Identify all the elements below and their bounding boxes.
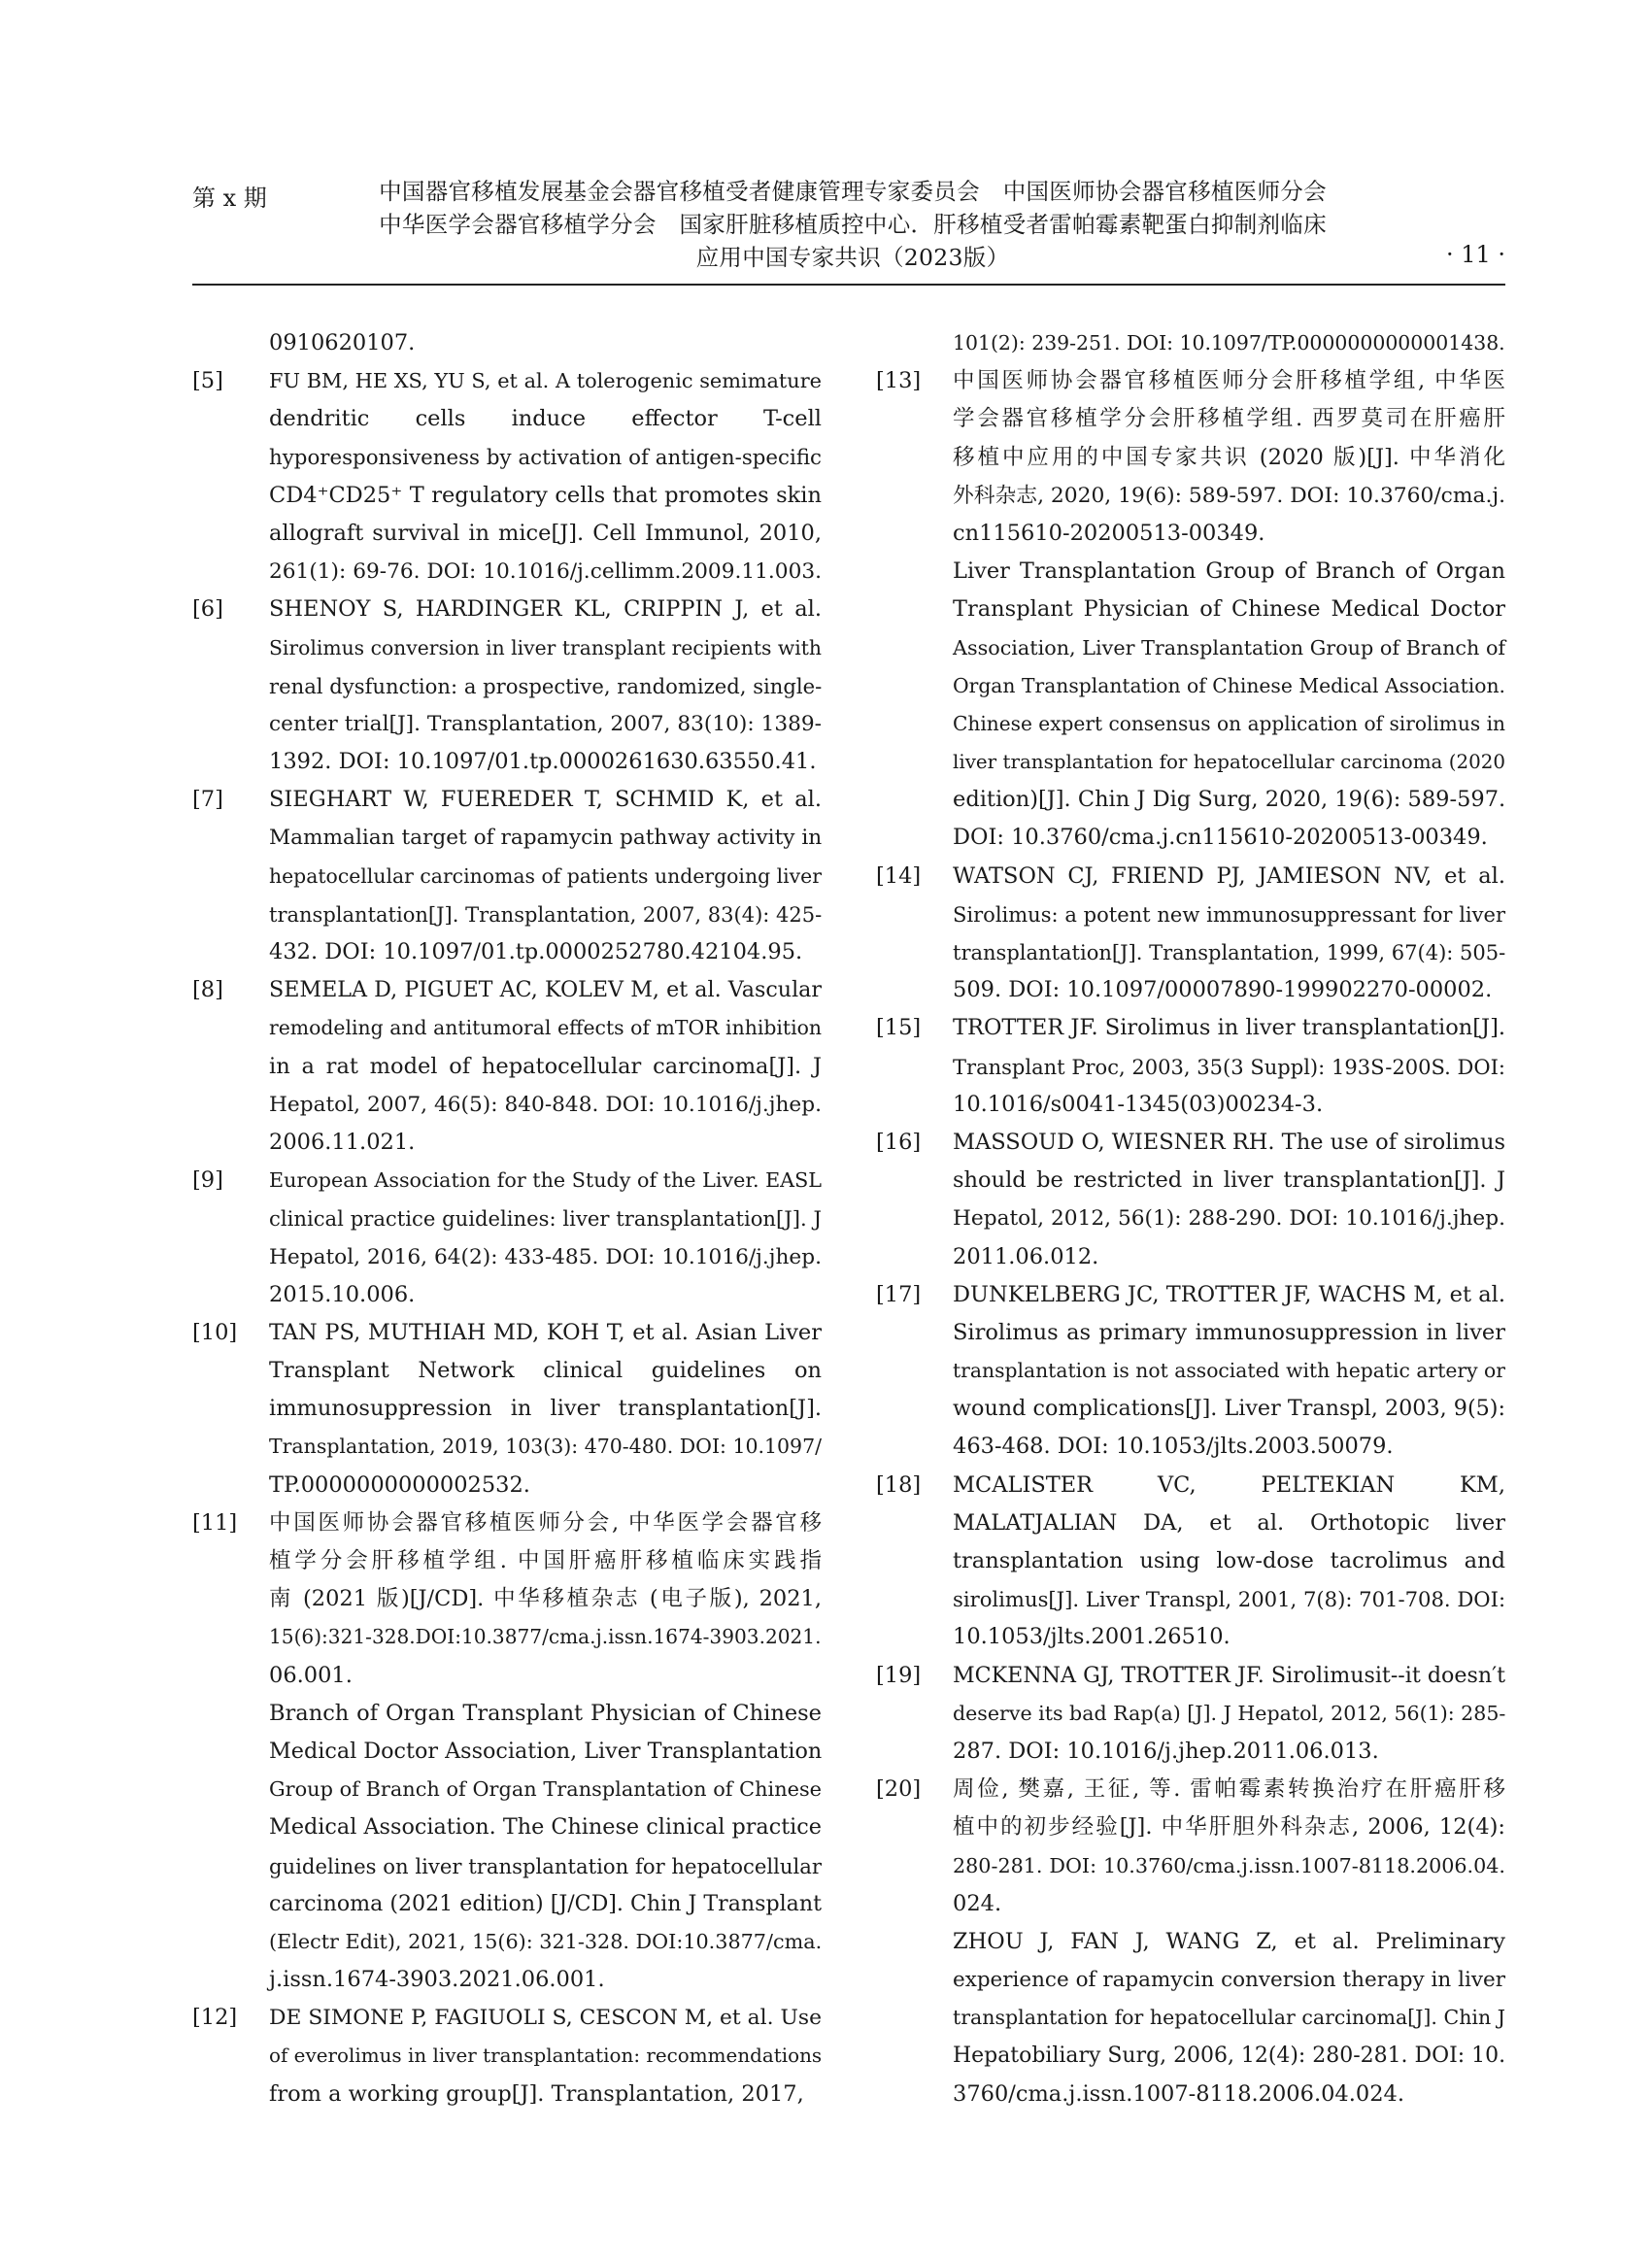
running-header xyxy=(192,175,1505,272)
reference-line: Liver Transplantation Group of Branch of Organ xyxy=(953,558,1505,585)
reference-line: edition)[J]. Chin J Dig Surg, 2020, 19(6): 589-597. xyxy=(953,787,1506,813)
header-rule xyxy=(192,284,1505,286)
reference-entry xyxy=(192,1999,822,2113)
reference-line: Transplant Network clinical guidelines on xyxy=(269,1358,822,1384)
reference-number: [8] xyxy=(192,977,223,1003)
reference-line: MCKENNA GJ, TROTTER JF. Sirolimusit--it doesn′t xyxy=(953,1662,1505,1688)
reference-number: [20] xyxy=(876,1776,922,1803)
reference-entry xyxy=(876,1124,1505,1276)
reference-line: transplantation is not associated with hepatic artery or xyxy=(953,1359,1505,1383)
reference-number: [12] xyxy=(192,2005,238,2031)
reference-line: 1392. DOI: 10.1097/01.tp.0000261630.63550.41. xyxy=(269,749,817,775)
reference-line: ZHOU J, FAN J, WANG Z, et al. Preliminary xyxy=(953,1928,1505,1954)
reference-line: clinical practice guidelines: liver transplantation[J]. J xyxy=(269,1206,822,1232)
reference-continuation xyxy=(192,324,822,362)
reference-line: CD4⁺CD25⁺ T regulatory cells that promotes skin xyxy=(269,482,822,508)
reference-line: Hepatol, 2007, 46(5): 840-848. DOI: 10.1016/j.jhep. xyxy=(269,1092,822,1117)
reference-line: experience of rapamycin conversion therapy in liver xyxy=(953,1968,1505,1993)
reference-number: [14] xyxy=(876,862,922,889)
reference-entry xyxy=(876,1009,1505,1124)
reference-line: 中国医师协会器官移植医师分会肝移植学组, 中华医 xyxy=(953,368,1505,394)
reference-line: Sirolimus: a potent new immunosuppressant for liver xyxy=(953,901,1505,927)
reference-line: Sirolimus as primary immunosuppression in liver xyxy=(953,1319,1505,1345)
reference-entry xyxy=(192,781,822,971)
reference-entry xyxy=(876,1276,1505,1467)
reference-entry xyxy=(192,1314,822,1504)
reference-line: wound complications[J]. Liver Transpl, 2003, 9(5): xyxy=(953,1396,1505,1422)
reference-line: hyporesponsiveness by activation of antigen-specific xyxy=(269,445,822,470)
reference-line: Sirolimus conversion in liver transplant recipients with xyxy=(269,635,823,659)
reference-line: 学会器官移植学分会肝移植学组. 西罗莫司在肝癌肝 xyxy=(953,406,1505,432)
reference-line: Hepatol, 2016, 64(2): 433-485. DOI: 10.1016/j.jhep. xyxy=(269,1244,822,1269)
reference-line: 10.1053/jlts.2001.26510. xyxy=(953,1624,1231,1650)
reference-entry xyxy=(192,971,822,1162)
reference-line: 15(6):321-328.DOI:10.3877/cma.j.issn.1674-3903.2021. xyxy=(269,1625,822,1649)
reference-number: [18] xyxy=(876,1471,922,1498)
reference-continuation xyxy=(876,324,1505,362)
reference-line: TAN PS, MUTHIAH MD, KOH T, et al. Asian Liver xyxy=(269,1319,822,1345)
reference-line: 3760/cma.j.issn.1007-8118.2006.04.024. xyxy=(953,2080,1404,2107)
reference-line: Group of Branch of Organ Transplantation of Chinese xyxy=(269,1777,822,1802)
reference-line: center trial[J]. Transplantation, 2007, 83(10): 1389- xyxy=(269,711,822,736)
reference-line: WATSON CJ, FRIEND PJ, JAMIESON NV, et al. xyxy=(953,862,1505,889)
reference-line: 463-468. DOI: 10.1053/jlts.2003.50079. xyxy=(953,1434,1394,1460)
reference-number: [7] xyxy=(192,787,223,813)
reference-line: 0910620107. xyxy=(269,330,416,355)
reference-number: [6] xyxy=(192,596,223,623)
reference-line: guidelines on liver transplantation for hepatocellular xyxy=(269,1853,822,1878)
reference-line: in a rat model of hepatocellular carcinoma[J]. J xyxy=(269,1053,822,1079)
reference-line: dendritic cells induce effector T-cell xyxy=(269,406,822,432)
reference-line: remodeling and antitumoral effects of mTOR inhibition xyxy=(269,1016,822,1040)
reference-line: 10.1016/s0041-1345(03)00234-3. xyxy=(953,1091,1324,1117)
reference-line: 南 (2021 版)[J/CD]. 中华移植杂志 (电子版), 2021, xyxy=(269,1586,822,1612)
reference-number: [15] xyxy=(876,1015,922,1041)
page-number: · 11 · xyxy=(1445,241,1505,268)
reference-line: Hepatobiliary Surg, 2006, 12(4): 280-281. DOI: 10. xyxy=(953,2044,1506,2069)
reference-number: [10] xyxy=(192,1319,238,1345)
reference-line: cn115610-20200513-00349. xyxy=(953,520,1265,546)
reference-line: Medical Association. The Chinese clinical practice xyxy=(269,1814,822,1841)
reference-line: 2011.06.012. xyxy=(953,1243,1099,1269)
running-title-line: 中国器官移植发展基金会器官移植受者健康管理专家委员会 中国医师协会器官移植医师分会 xyxy=(379,178,1327,205)
reference-line: allograft survival in mice[J]. Cell Immunol, 2010, xyxy=(269,520,822,546)
reference-line: hepatocellular carcinomas of patients undergoing liver xyxy=(269,863,822,888)
running-title xyxy=(348,175,1358,274)
reference-line: transplantation[J]. Transplantation, 1999, 67(4): 505- xyxy=(953,940,1506,964)
reference-entry xyxy=(192,362,822,591)
reference-line: should be restricted in liver transplantation[J]. J xyxy=(953,1167,1505,1194)
reference-line: immunosuppression in liver transplantation[J]. xyxy=(269,1396,822,1422)
reference-number: [5] xyxy=(192,368,223,394)
reference-line: DE SIMONE P, FAGIUOLI S, CESCON M, et al. Use xyxy=(269,2006,822,2031)
reference-line: Branch of Organ Transplant Physician of Chinese xyxy=(269,1700,822,1726)
reference-line: deserve its bad Rap(a) [J]. J Hepatol, 2012, 56(1): 285- xyxy=(953,1701,1506,1725)
reference-line: Transplantation, 2019, 103(3): 470-480. DOI: 10.1097/ xyxy=(269,1435,822,1459)
reference-line: 06.001. xyxy=(269,1662,353,1688)
reference-line: 509. DOI: 10.1097/00007890-199902270-00002. xyxy=(953,977,1493,1003)
reference-entry xyxy=(192,1504,822,1999)
reference-number: [9] xyxy=(192,1167,223,1194)
reference-line: SHENOY S, HARDINGER KL, CRIPPIN J, et al. xyxy=(269,596,822,623)
reference-line: 中国医师协会器官移植医师分会, 中华医学会器官移 xyxy=(269,1509,822,1536)
reference-line: transplantation for hepatocellular carcinoma[J]. Chin J xyxy=(953,2006,1505,2030)
reference-line: European Association for the Study of the Liver. EASL xyxy=(269,1168,823,1193)
reference-line: SEMELA D, PIGUET AC, KOLEV M, et al. Vascular xyxy=(269,977,822,1003)
reference-number: [11] xyxy=(192,1509,238,1536)
reference-entry xyxy=(876,1467,1505,1657)
reference-line: SIEGHART W, FUEREDER T, SCHMID K, et al. xyxy=(269,787,822,813)
reference-number: [16] xyxy=(876,1129,922,1155)
reference-column-left xyxy=(192,324,822,2113)
reference-entry xyxy=(876,362,1505,857)
running-title-line: 应用中国专家共识（2023版） xyxy=(695,244,1010,271)
reference-line: 024. xyxy=(953,1890,1002,1916)
reference-line: of everolimus in liver transplantation: recommendations xyxy=(269,2044,823,2068)
reference-line: TP.0000000000002532. xyxy=(269,1471,530,1498)
reference-line: MALATJALIAN DA, et al. Orthotopic liver xyxy=(953,1509,1505,1536)
reference-line: Chinese expert consensus on application of sirolimus in xyxy=(953,711,1505,735)
reference-line: Transplant Proc, 2003, 35(3 Suppl): 193S-200S. DOI: xyxy=(953,1054,1505,1079)
reference-entry xyxy=(192,591,822,781)
reference-line: DOI: 10.3760/cma.j.cn115610-20200513-00349. xyxy=(953,825,1488,851)
reference-line: 植学分会肝移植学组. 中国肝癌肝移植临床实践指 xyxy=(269,1548,822,1573)
reference-line: 432. DOI: 10.1097/01.tp.0000252780.42104.95. xyxy=(269,939,803,964)
reference-line: Organ Transplantation of Chinese Medical Association. xyxy=(953,673,1505,697)
reference-line: 261(1): 69-76. DOI: 10.1016/j.cellimm.2009.11.003. xyxy=(269,559,823,585)
reference-line: 101(2): 239-251. DOI: 10.1097/TP.0000000000001438. xyxy=(953,331,1505,355)
reference-entry xyxy=(876,858,1505,1010)
reference-entry xyxy=(876,1771,1505,2113)
reference-line: (Electr Edit), 2021, 15(6): 321-328. DOI:10.3877/cma. xyxy=(269,1929,823,1953)
reference-line: TROTTER JF. Sirolimus in liver transplantation[J]. xyxy=(953,1015,1505,1041)
reference-column-right xyxy=(876,324,1505,2113)
reference-number: [19] xyxy=(876,1662,922,1688)
running-title-line: 中华医学会器官移植学分会 国家肝脏移植质控中心．肝移植受者雷帕霉素靶蛋白抑制剂临床 xyxy=(379,211,1327,238)
reference-entry xyxy=(192,1162,822,1314)
reference-line: transplantation using low-dose tacrolimus and xyxy=(953,1548,1505,1573)
reference-line: liver transplantation for hepatocellular carcinoma (2020 xyxy=(953,751,1505,774)
reference-line: FU BM, HE XS, YU S, et al. A tolerogenic semimature xyxy=(269,369,822,393)
reference-line: carcinoma (2021 edition) [J/CD]. Chin J Transplant xyxy=(269,1890,822,1916)
reference-line: 2006.11.021. xyxy=(269,1129,416,1155)
reference-line: 2015.10.006. xyxy=(269,1281,416,1307)
reference-line: Medical Doctor Association, Liver Transplantation xyxy=(269,1738,823,1764)
reference-number: [17] xyxy=(876,1281,922,1307)
reference-line: 移植中应用的中国专家共识 (2020 版)[J]. 中华消化 xyxy=(953,444,1505,470)
reference-line: j.issn.1674-3903.2021.06.001. xyxy=(269,1967,605,1993)
reference-line: 周俭, 樊嘉, 王征, 等. 雷帕霉素转换治疗在肝癌肝移 xyxy=(953,1776,1505,1803)
reference-line: Association, Liver Transplantation Group of Branch of xyxy=(953,635,1506,659)
reference-line: from a working group[J]. Transplantation, 2017, xyxy=(269,2080,804,2107)
reference-line: MCALISTER VC, PELTEKIAN KM, xyxy=(953,1471,1505,1498)
reference-line: Transplant Physician of Chinese Medical Doctor xyxy=(953,596,1505,623)
reference-line: transplantation[J]. Transplantation, 2007, 83(4): 425- xyxy=(269,901,823,927)
issue-label: 第 x 期 xyxy=(192,185,267,212)
reference-entry xyxy=(876,1657,1505,1772)
reference-line: 外科杂志, 2020, 19(6): 589-597. DOI: 10.3760/cma.j. xyxy=(953,483,1506,508)
reference-line: MASSOUD O, WIESNER RH. The use of sirolimus xyxy=(953,1129,1505,1155)
reference-line: 植中的初步经验[J]. 中华肝胆外科杂志, 2006, 12(4): xyxy=(953,1814,1505,1841)
reference-line: Mammalian target of rapamycin pathway activity in xyxy=(269,826,823,851)
reference-number: [13] xyxy=(876,368,922,394)
reference-line: Hepatol, 2012, 56(1): 288-290. DOI: 10.1016/j.jhep. xyxy=(953,1206,1505,1232)
reference-line: 280-281. DOI: 10.3760/cma.j.issn.1007-8118.2006.04. xyxy=(953,1853,1505,1877)
reference-line: 287. DOI: 10.1016/j.jhep.2011.06.013. xyxy=(953,1738,1379,1764)
reference-line: DUNKELBERG JC, TROTTER JF, WACHS M, et al. xyxy=(953,1281,1505,1307)
reference-line: sirolimus[J]. Liver Transpl, 2001, 7(8): 701-708. DOI: xyxy=(953,1587,1506,1612)
reference-line: renal dysfunction: a prospective, randomized, single- xyxy=(269,673,823,698)
